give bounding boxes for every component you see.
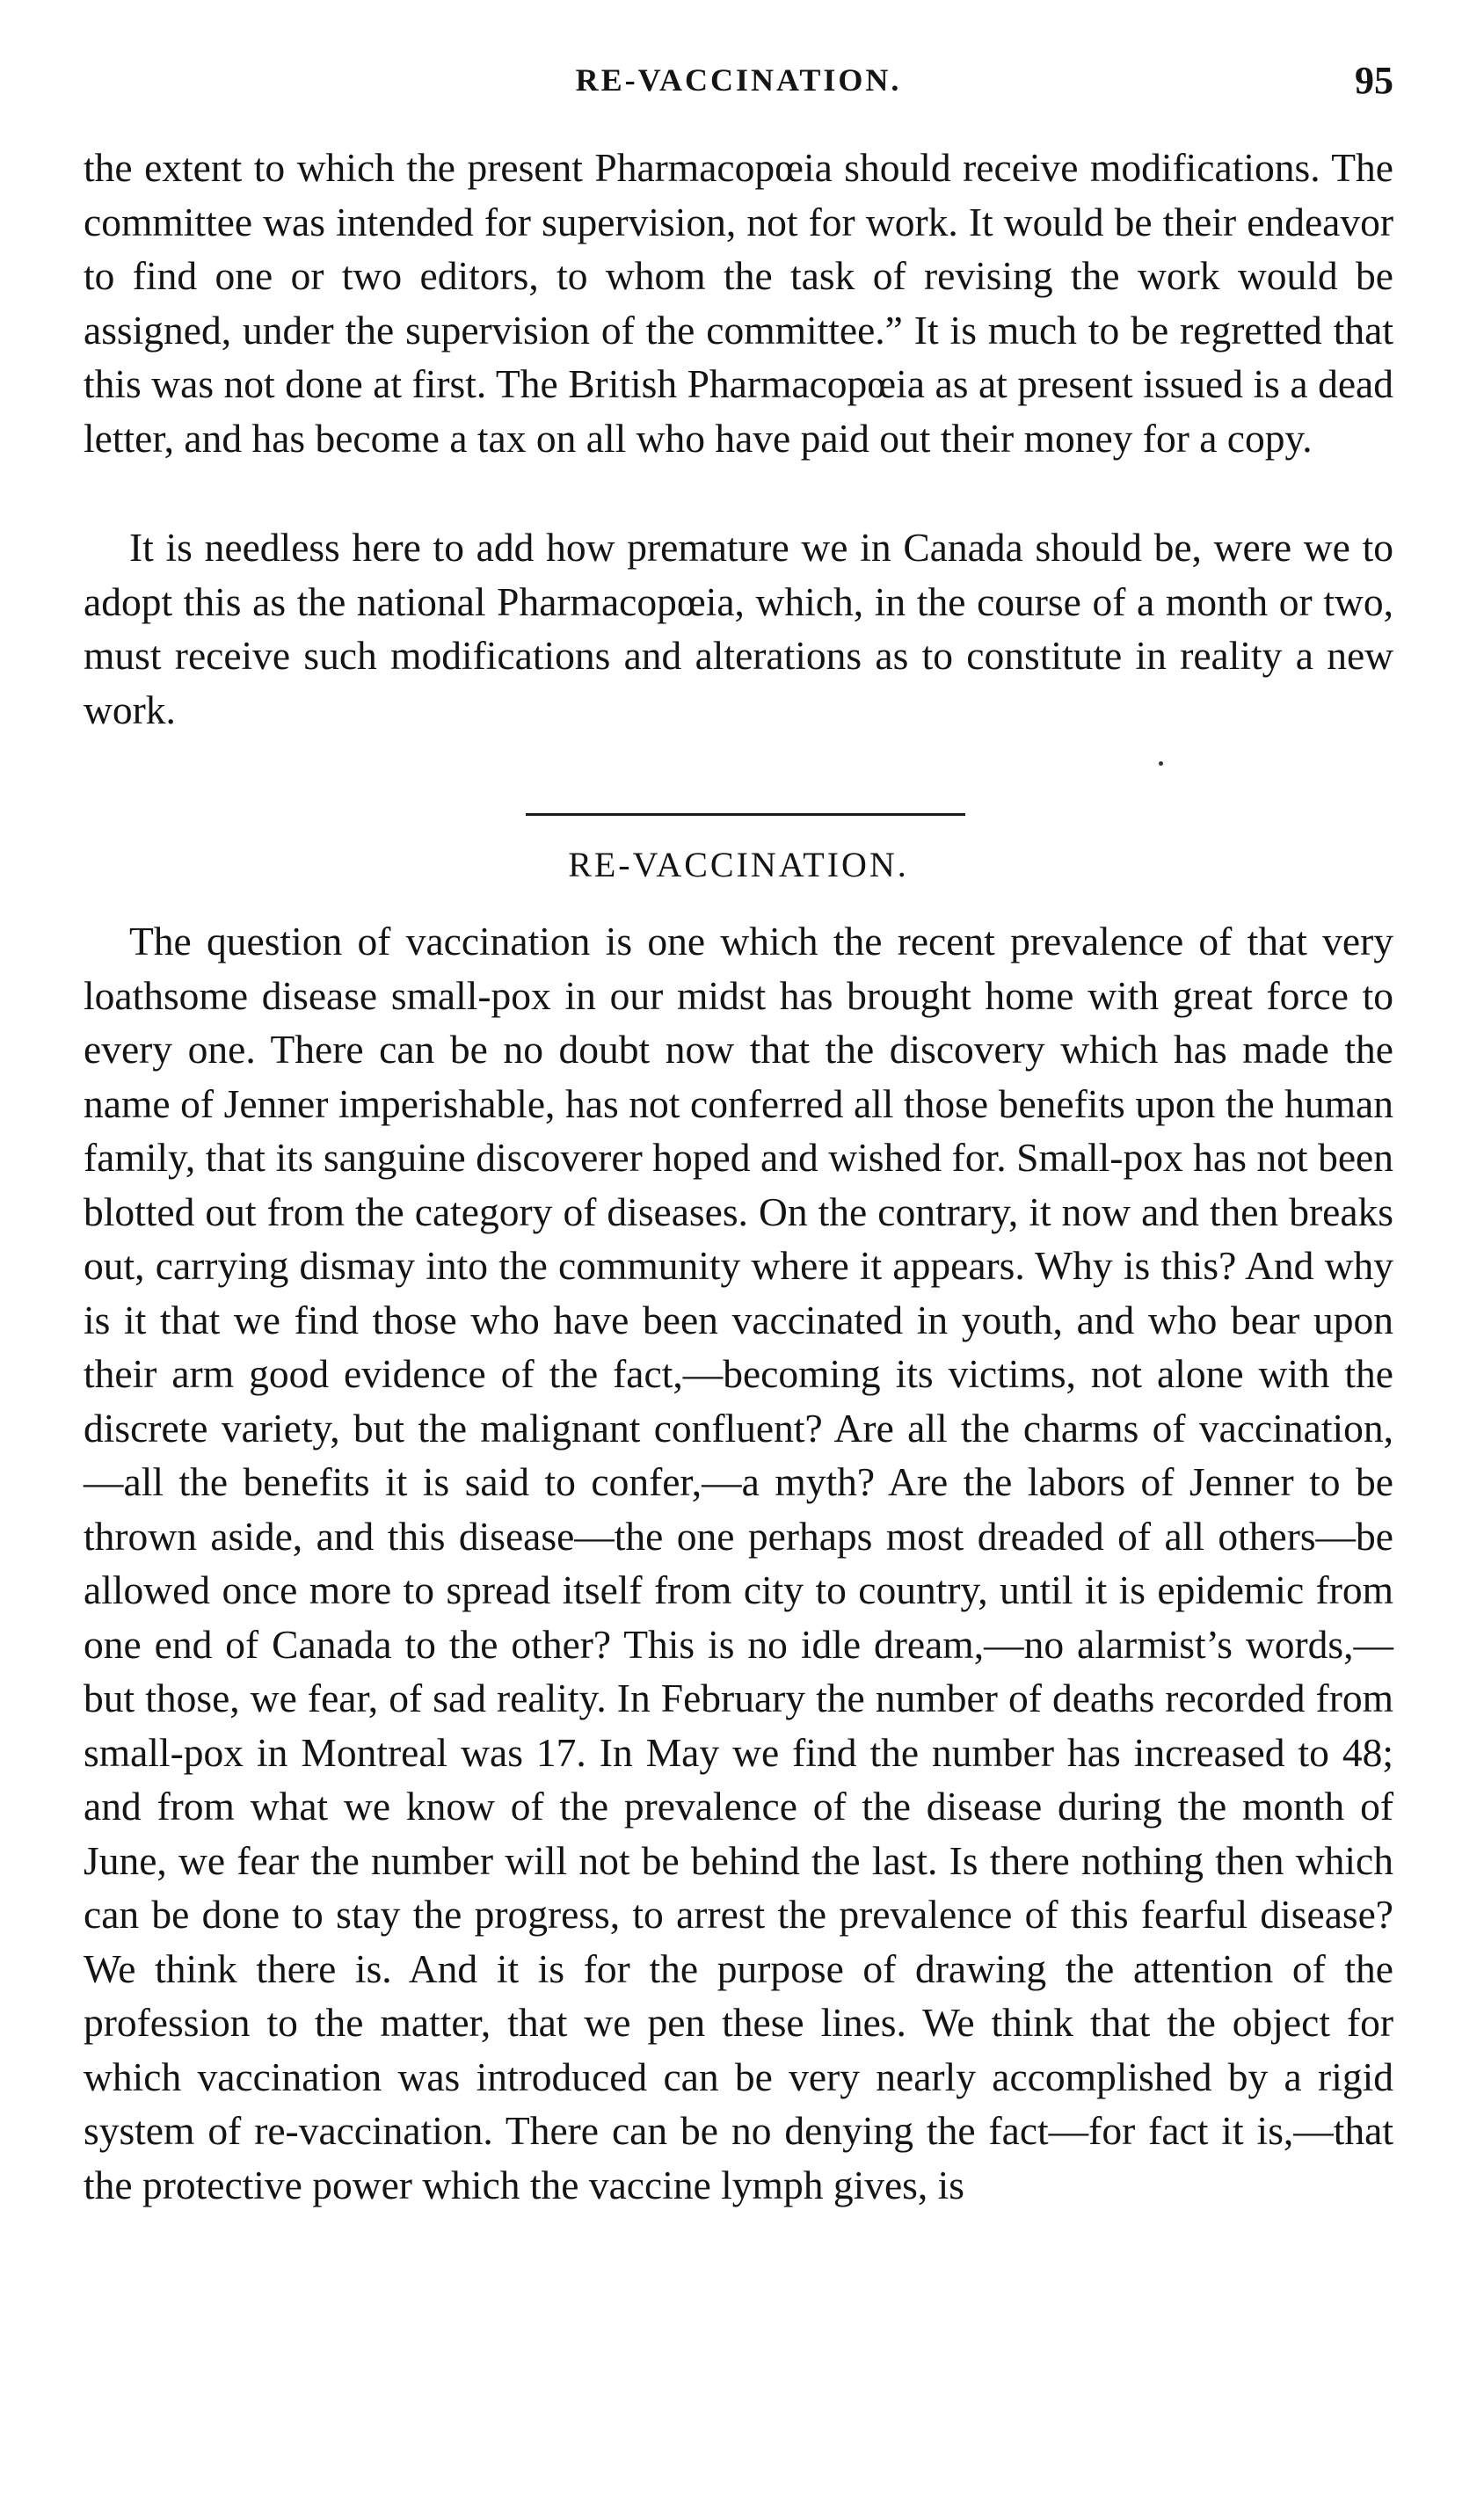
- section-heading: RE-VACCINATION.: [568, 845, 909, 884]
- continued-paragraph: [84, 141, 1393, 465]
- running-title: RE-VACCINATION.: [575, 62, 902, 98]
- revaccination-section-body: [84, 914, 1393, 2212]
- section-divider: [526, 813, 965, 816]
- closing-paragraph: [84, 520, 1393, 737]
- running-head: [84, 59, 1393, 114]
- page-number: 95: [1355, 59, 1393, 102]
- paragraph-continuation: the extent to which the present Pharmacopœia should receive modifications. The committee was intended for supervision, not for work. It would be their endeavor to find one or two editors, to whom the task of revising the work would be assigned, under the supervision of the committee.” It is much to be regretted that this was not done at first. The British Pharmacopœia as at present issued is a dead letter, and has become a tax on all who have paid out their money for a copy.: [84, 145, 1393, 461]
- stray-ink-dot: [1159, 761, 1163, 766]
- paragraph-canada: It is needless here to add how premature we in Canada should be, were we to adopt this as the national Pharmacopœia, which, in the course of a month or two, must receive such modifications and alterations as to constitute in reality a new work.: [84, 525, 1393, 732]
- paragraph-revaccination: The question of vaccination is one which the recent prevalence of that very loathsome disease small-pox in our midst has brought home with great force to every one. There can be no doubt now that the discovery which has made the name of Jenner imperishable, has not conferred all those benefits upon the human family, that its sanguine discoverer hoped and wished for. Small-pox has not been blotted out from the category of diseases. On the contrary, it now and then breaks out, carrying dismay into the community where it appears. Why is this? And why is it that we find those who have been vaccinated in youth, and who bear upon their arm good evidence of the fact,—becoming its victims, not alone with the discrete variety, but the malignant confluent? Are all the charms of vaccination,—all the benefits it is said to confer,—a myth? Are the labors of Jenner to be thrown aside, and this disease—the one perhaps most dreaded of all others—be allowed once more to spread itself from city to country, until it is epidemic from one end of Canada to the other? This is no idle dream,—no alarmist’s words,—but those, we fear, of sad reality. In February the number of deaths recorded from small-pox in Montreal was 17. In May we find the number has increased to 48; and from what we know of the prevalence of the disease during the month of June, we fear the number will not be behind the last. Is there nothing then which can be done to stay the progress, to arrest the prevalence of this fearful disease? We think there is. And it is for the purpose of drawing the attention of the profession to the matter, that we pen these lines. We think that the object for which vaccination was introduced can be very nearly accomplished by a rigid system of re-vaccination. There can be no denying the fact—for fact it is,—that the protective power which the vaccine lymph gives, is: [84, 919, 1393, 2207]
